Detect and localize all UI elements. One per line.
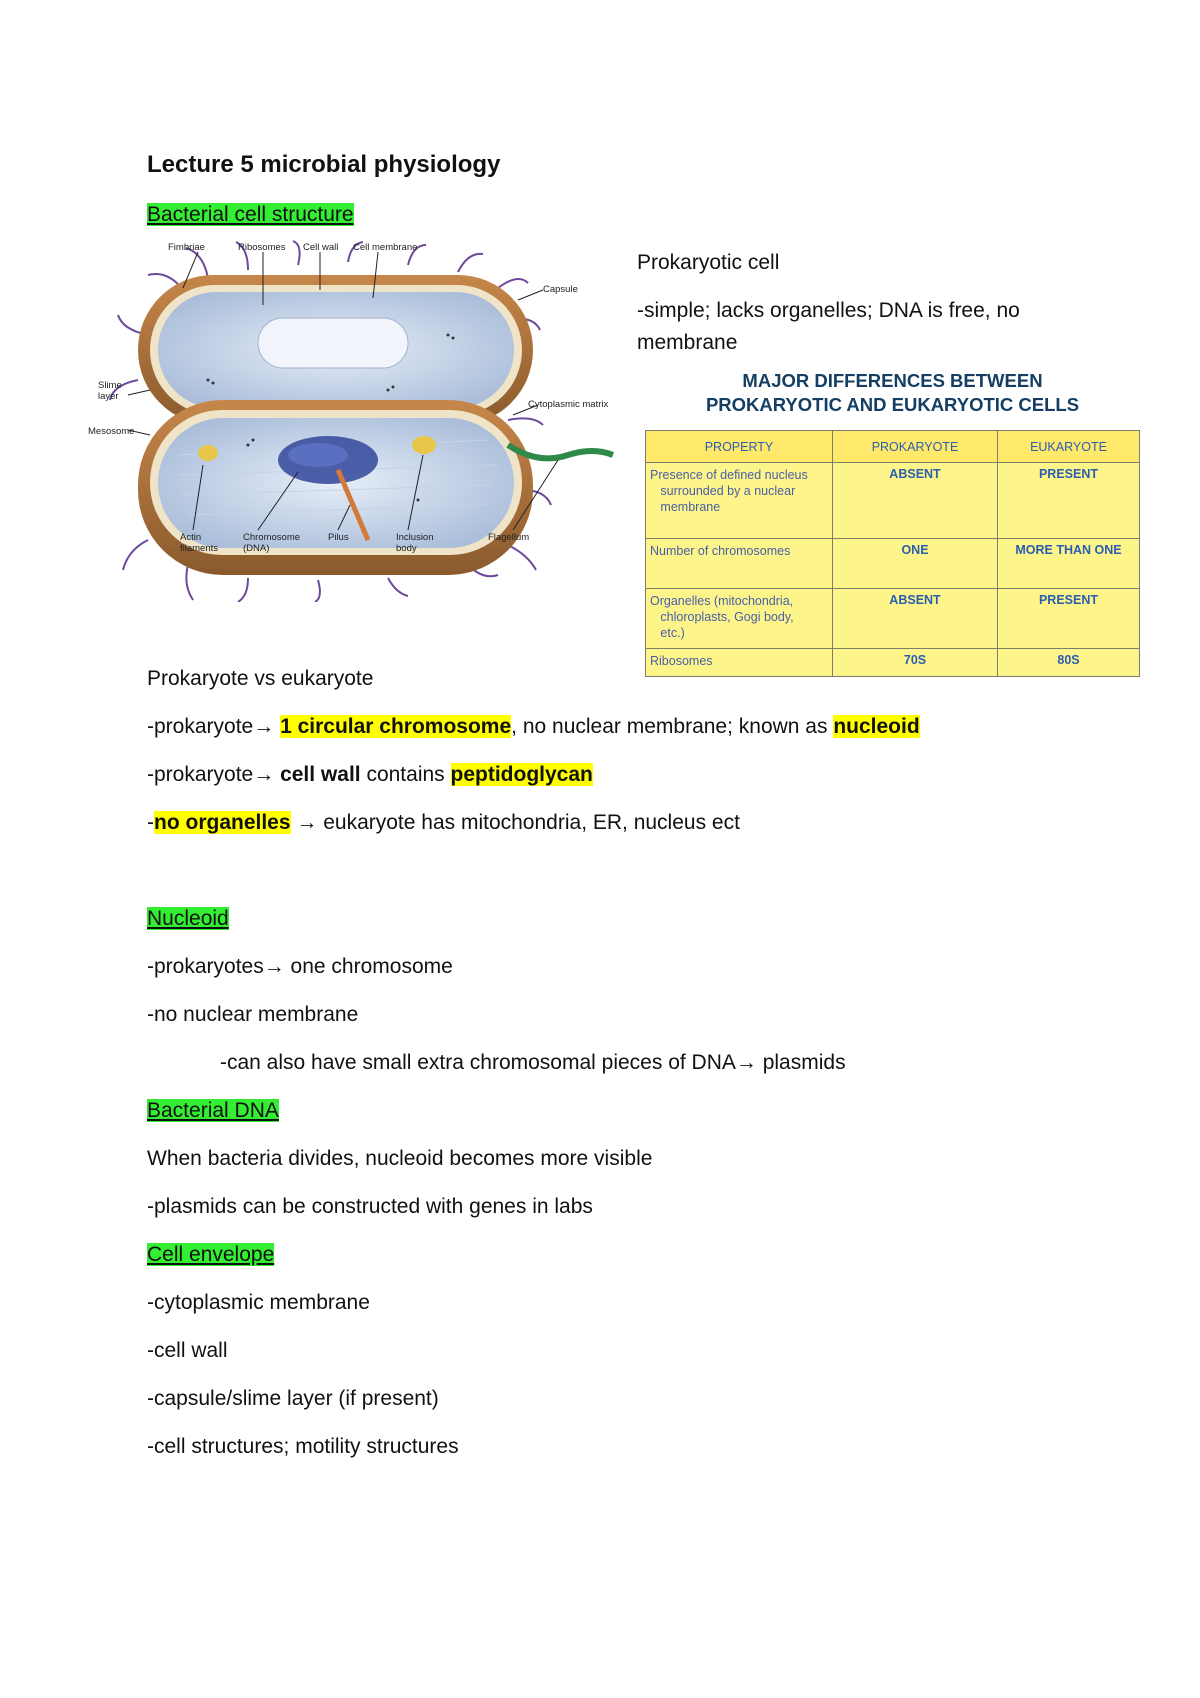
header-property: PROPERTY	[646, 431, 833, 463]
table-row	[646, 539, 1140, 589]
envelope-item: -cell wall	[147, 1339, 228, 1362]
row-property: Presence of defined nucleus surrounded by a nuclear membrane	[646, 463, 833, 539]
dna-line-1: When bacteria divides, nucleoid becomes more visible	[147, 1147, 653, 1170]
row-eukaryote: MORE THAN ONE	[998, 539, 1140, 589]
arrow-icon: →	[296, 811, 318, 834]
page-title: Lecture 5 microbial physiology	[147, 151, 501, 178]
label-cell-membrane: Cell membrane	[353, 242, 418, 253]
table-row	[646, 589, 1140, 649]
nucleoid-heading: Nucleoid	[147, 907, 229, 930]
row-prokaryote: ABSENT	[833, 589, 998, 649]
label-pilus: Pilus	[328, 532, 349, 543]
label-ribosomes: Ribosomes	[238, 242, 286, 253]
label-cytoplasmic-matrix: Cytoplasmic matrix	[528, 399, 609, 410]
envelope-item: -cell structures; motility structures	[147, 1435, 459, 1458]
table-row	[646, 649, 1140, 677]
nucleoid-line-3: -can also have small extra chromosomal pieces of DNA→ plasmids	[220, 1051, 846, 1074]
header-prokaryote: PROKARYOTE	[833, 431, 998, 463]
row-eukaryote: 80S	[998, 649, 1140, 677]
arrow-icon: →	[253, 763, 275, 786]
label-fimbriae: Fimbriae	[168, 242, 205, 253]
inclusion-body-right	[412, 436, 436, 454]
label-layer: layer	[98, 391, 119, 402]
row-prokaryote: ABSENT	[833, 463, 998, 539]
pve-line-3: -no organelles → eukaryote has mitochondria, ER, nucleus ect	[147, 811, 740, 834]
label-capsule: Capsule	[543, 284, 578, 295]
row-property: Organelles (mitochondria, chloroplasts, Gogi body, etc.)	[646, 589, 833, 649]
pve-heading: Prokaryote vs eukaryote	[147, 667, 374, 690]
arrow-icon: →	[253, 715, 275, 738]
row-eukaryote: PRESENT	[998, 589, 1140, 649]
dna-heading: Bacterial DNA	[147, 1099, 279, 1122]
envelope-heading: Cell envelope	[147, 1243, 275, 1266]
envelope-item: -cytoplasmic membrane	[147, 1291, 370, 1314]
arrow-icon: →	[735, 1051, 757, 1074]
inclusion-body-left	[198, 445, 218, 461]
nucleoid-line-1: -prokaryotes→ one chromosome	[147, 955, 453, 978]
envelope-item: -capsule/slime layer (if present)	[147, 1387, 439, 1410]
table-row	[646, 463, 1140, 539]
table-title-2: PROKARYOTIC AND EUKARYOTIC CELLS	[705, 394, 1080, 415]
table-title-1: MAJOR DIFFERENCES BETWEEN	[742, 370, 1043, 391]
section-heading-cell-structure: Bacterial cell structure	[147, 203, 354, 226]
row-prokaryote: 70S	[833, 649, 998, 677]
prokaryotic-line-2: membrane	[637, 331, 738, 354]
bacterial-cell-diagram	[88, 240, 616, 602]
nucleoid-line-2: -no nuclear membrane	[147, 1003, 359, 1026]
label-dna: (DNA)	[243, 543, 270, 554]
table-header-row	[646, 431, 1140, 463]
row-eukaryote: PRESENT	[998, 463, 1140, 539]
differences-table	[645, 430, 1140, 677]
row-property: Ribosomes	[646, 649, 833, 677]
prokaryotic-line-1: -simple; lacks organelles; DNA is free, no	[637, 299, 1020, 322]
label-slime: Slime	[98, 380, 122, 391]
label-actin: Actin	[180, 532, 202, 543]
label-inclusion: Inclusion	[396, 532, 434, 543]
pve-line-1: -prokaryote→ 1 circular chromosome, no nuclear membrane; known as nucleoid	[147, 715, 920, 738]
label-cell-wall: Cell wall	[303, 242, 339, 253]
row-property: Number of chromosomes	[646, 539, 833, 589]
header-eukaryote: EUKARYOTE	[998, 431, 1140, 463]
differences-table-figure	[645, 365, 1140, 685]
label-flagellum: Flagellum	[488, 532, 530, 543]
arrow-icon: →	[263, 955, 285, 978]
row-prokaryote: ONE	[833, 539, 998, 589]
dna-line-2: -plasmids can be constructed with genes in labs	[147, 1195, 593, 1218]
label-mesosome: Mesosome	[88, 426, 135, 437]
label-chromosome: Chromosome	[243, 532, 301, 543]
pve-line-2: -prokaryote→ cell wall contains peptidoglycan	[147, 763, 593, 786]
label-body: body	[396, 543, 417, 554]
label-filaments: filaments	[180, 543, 219, 554]
prokaryotic-heading: Prokaryotic cell	[637, 251, 780, 274]
